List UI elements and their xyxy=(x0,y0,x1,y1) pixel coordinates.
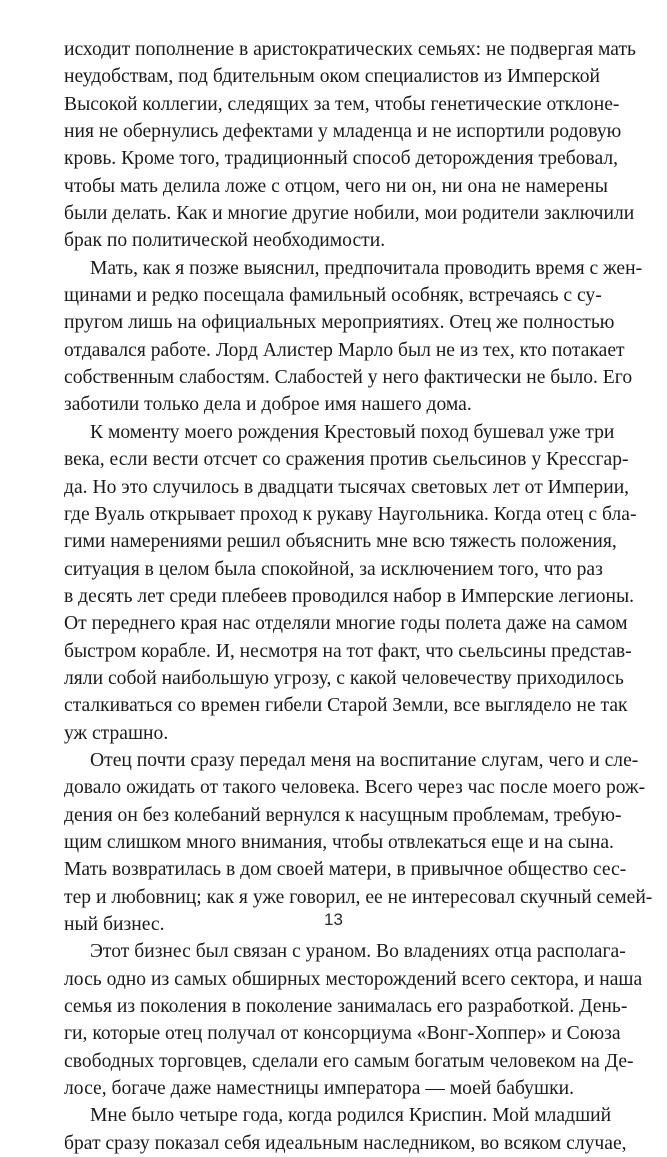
text-line: лось одно из самых обширных месторождений всего сектора, и наша xyxy=(64,968,643,990)
text-line: семья из поколения в поколение занималась его разработкой. День- xyxy=(64,996,628,1018)
text-line: ги, которые отец получал от консорциума «Вонг-Хоппер» и Союза xyxy=(64,1023,621,1045)
page-number: 13 xyxy=(324,910,343,929)
text-line: Этот бизнес был связан с ураном. Во владениях отца располага- xyxy=(90,941,626,963)
text-line: уж страшно. xyxy=(64,722,169,744)
body-text xyxy=(64,36,653,1157)
text-line: исходит пополнение в аристократических семьях: не подвергая мать xyxy=(64,39,636,60)
text-line: быстром корабле. И, несмотря на тот факт, что сьельсины представ- xyxy=(64,640,632,662)
text-line: тер и любовниц; как я уже говорил, ее не интересовал скучный семей- xyxy=(64,886,653,908)
text-line: дения он без колебаний вернулся к насущным проблемам, требую- xyxy=(64,804,622,826)
text-line: Отец почти сразу передал меня на воспитание слугам, чего и сле- xyxy=(90,749,639,771)
text-line: свободных торговцев, сделали его самым богатым человеком на Де- xyxy=(64,1050,634,1072)
text-line: сталкиваться со времен гибели Старой Земли, все выглядело не так xyxy=(64,695,628,717)
text-line: лосе, богаче даже наместницы императора — моей бабушки. xyxy=(64,1078,574,1100)
text-line: ный бизнес. xyxy=(64,914,165,935)
text-line: чтобы мать делила ложе с отцом, чего ни он, ни она не намерены xyxy=(64,175,608,197)
text-line: Мне было четыре года, когда родился Криспин. Мой младший xyxy=(90,1105,612,1127)
text-line: кровь. Кроме того, традиционный способ деторождения требовал, xyxy=(64,148,619,170)
text-line: собственным слабостям. Слабостей у него фактически не было. Его xyxy=(64,367,633,389)
text-line: в десять лет среди плебеев проводился набор в Имперские легионы. xyxy=(64,585,635,607)
text-line: брак по политической необходимости. xyxy=(64,230,386,252)
text-line: века, если вести отсчет со сражения против сьельсинов у Крессгар- xyxy=(64,449,629,471)
text-line: ситуация в целом была спокойной, за исключением того, что раз xyxy=(64,558,603,580)
text-line: неудобствам, под бдительным оком специалистов из Имперской xyxy=(64,66,600,88)
text-line: гими намерениями решил объяснить мне всю тяжесть положения, xyxy=(64,531,617,553)
text-line: были делать. Как и многие другие нобили, мои родители заключили xyxy=(64,203,635,225)
text-line: пругом лишь на официальных мероприятиях. Отец же полностью xyxy=(64,312,615,334)
text-line: От переднего края нас отделяли многие годы полета даже на самом xyxy=(64,613,628,635)
text-line: довало ожидать от такого человека. Всего через час после моего рож- xyxy=(64,777,646,799)
text-line: Мать, как я позже выяснил, предпочитала проводить время с жен- xyxy=(90,257,643,279)
text-line: К моменту моего рождения Крестовый поход бушевал уже три xyxy=(90,421,615,443)
text-line: отдавался работе. Лорд Алистер Марло был не из тех, кто потакает xyxy=(64,339,625,361)
text-line: щинами и редко посещала фамильный особняк, встречаясь с су- xyxy=(64,285,602,307)
text-line: ния не обернулись дефектами у младенца и не испортили родовую xyxy=(64,121,622,143)
text-line: Мать возвратилась в дом своей матери, в привычное общество сес- xyxy=(64,859,627,881)
text-line: Высокой коллегии, следящих за тем, чтобы генетические отклоне- xyxy=(64,93,620,115)
text-line: брат сразу показал себя идеальным наследником, во всяком случае, xyxy=(64,1132,627,1154)
text-line: щим слишком много внимания, чтобы отвлекаться еще и на сына. xyxy=(64,831,614,853)
text-line: где Вуаль открывает проход к рукаву Наугольника. Когда отец с бла- xyxy=(64,503,637,525)
text-line: заботили только дела и доброе имя нашего дома. xyxy=(64,394,472,416)
text-line: да. Но это случилось в двадцати тысячах световых лет от Империи, xyxy=(64,476,630,498)
text-line: ляли собой наибольшую угрозу, с какой человечеству приходилось xyxy=(64,667,624,689)
